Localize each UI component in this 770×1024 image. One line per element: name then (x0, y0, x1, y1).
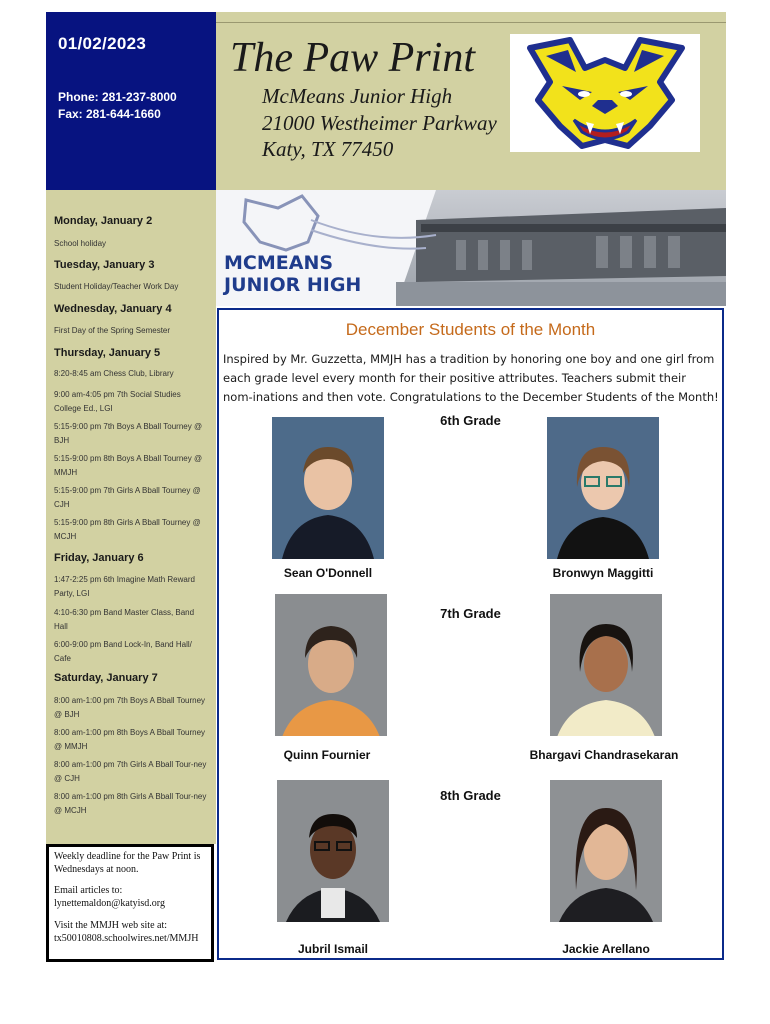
masthead (216, 12, 726, 190)
student-portrait-icon (550, 780, 662, 922)
student-name: Bronwyn Maggitti (552, 566, 654, 580)
student-portrait-icon (550, 594, 662, 736)
wildcat-logo (510, 34, 700, 152)
banner-line-1: MCMEANS (224, 252, 334, 274)
grade-heading: 6th Grade (440, 413, 501, 428)
grade-heading: 7th Grade (440, 606, 501, 621)
contact-panel (46, 12, 216, 190)
student-portrait-icon (277, 780, 389, 922)
school-street: 21000 Westheimer Parkway (262, 111, 497, 135)
student-photo (272, 417, 384, 559)
issue-date: 01/02/2023 (58, 34, 147, 53)
calendar-event: 8:00 am-1:00 pm 8th Boys A Bball Tourney @ MMJH (54, 728, 206, 751)
calendar-day: Thursday, January 5 (54, 347, 161, 359)
wildcat-logo-icon (510, 34, 700, 152)
calendar-sidebar (46, 190, 216, 844)
calendar-day: Wednesday, January 4 (54, 303, 172, 315)
school-banner (216, 190, 726, 306)
calendar-event: 8:20-8:45 am Chess Club, Library (54, 369, 174, 378)
student-name: Jackie Arellano (562, 942, 650, 956)
student-photo (550, 594, 662, 736)
calendar-event: Student Holiday/Teacher Work Day (54, 282, 179, 291)
student-photo (275, 594, 387, 736)
fax-number: Fax: 281-644-1660 (58, 107, 161, 121)
calendar-event: 8:00 am-1:00 pm 7th Boys A Bball Tourney @ BJH (54, 696, 206, 719)
calendar-day: Tuesday, January 3 (54, 259, 155, 271)
calendar-event: 9:00 am-4:05 pm 7th Social Studies College Ed., LGI (54, 390, 181, 413)
banner-line-2: JUNIOR HIGH (224, 274, 362, 296)
phone-number: Phone: 281-237-8000 (58, 90, 177, 104)
student-portrait-icon (275, 594, 387, 736)
student-name: Quinn Fournier (283, 748, 371, 762)
student-portrait-icon (272, 417, 384, 559)
header-rule (216, 22, 726, 23)
calendar-event: 8:00 am-1:00 pm 7th Girls A Bball Tour-ney @ CJH (54, 760, 207, 783)
calendar-event: 8:00 am-1:00 pm 8th Girls A Bball Tour-ney @ MCJH (54, 792, 207, 815)
student-name: Bhargavi Chandrasekaran (529, 748, 679, 762)
calendar-event: 5:15-9:00 pm 8th Boys A Bball Tourney @ MMJH (54, 454, 203, 477)
school-name: McMeans Junior High (262, 84, 453, 108)
website-link[interactable]: tx50010808.schoolwires.net/MMJH (54, 933, 199, 944)
calendar-event: School holiday (54, 239, 107, 248)
student-name: Sean O'Donnell (283, 566, 373, 580)
email-link[interactable]: lynettemaldon@katyisd.org (54, 898, 165, 909)
student-photo (277, 780, 389, 922)
website-label: Visit the MMJH web site at: (54, 920, 168, 931)
calendar-event: 1:47-2:25 pm 6th Imagine Math Reward Party, LGI (54, 575, 195, 598)
newsletter-title: The Paw Print (230, 35, 476, 81)
calendar-event: First Day of the Spring Semester (54, 326, 171, 335)
student-portrait-icon (547, 417, 659, 559)
calendar-day: Friday, January 6 (54, 552, 144, 564)
student-photo (547, 417, 659, 559)
student-photo (550, 780, 662, 922)
calendar-day: Saturday, January 7 (54, 672, 158, 684)
deadline-text: Weekly deadline for the Paw Print is Wednesdays at noon. (54, 851, 201, 875)
calendar-event: 5:15-9:00 pm 8th Girls A Bball Tourney @ MCJH (54, 518, 201, 541)
calendar-event: 5:15-9:00 pm 7th Boys A Bball Tourney @ BJH (54, 422, 203, 445)
calendar-event: 5:15-9:00 pm 7th Girls A Bball Tourney @ CJH (54, 486, 201, 509)
calendar-event: 6:00-9:00 pm Band Lock-In, Band Hall/ Cafe (54, 640, 192, 663)
section-title: December Students of the Month (345, 320, 596, 339)
student-name: Jubril Ismail (297, 942, 369, 956)
grade-heading: 8th Grade (440, 788, 501, 803)
calendar-day: Monday, January 2 (54, 215, 153, 227)
intro-paragraph: Inspired by Mr. Guzzetta, MMJH has a tradition by honoring one boy and one girl from each grade level every month for their positive attributes. Teachers submit their nom-inations and then vote. Congratulations to the December Students of the Month! (223, 352, 719, 404)
students-of-month-section (217, 308, 724, 960)
school-city: Katy, TX 77450 (262, 137, 394, 161)
calendar-event: 4:10-6:30 pm Band Master Class, Band Hall (54, 608, 195, 631)
email-label: Email articles to: (54, 885, 123, 896)
weekly-info-box (46, 844, 214, 962)
